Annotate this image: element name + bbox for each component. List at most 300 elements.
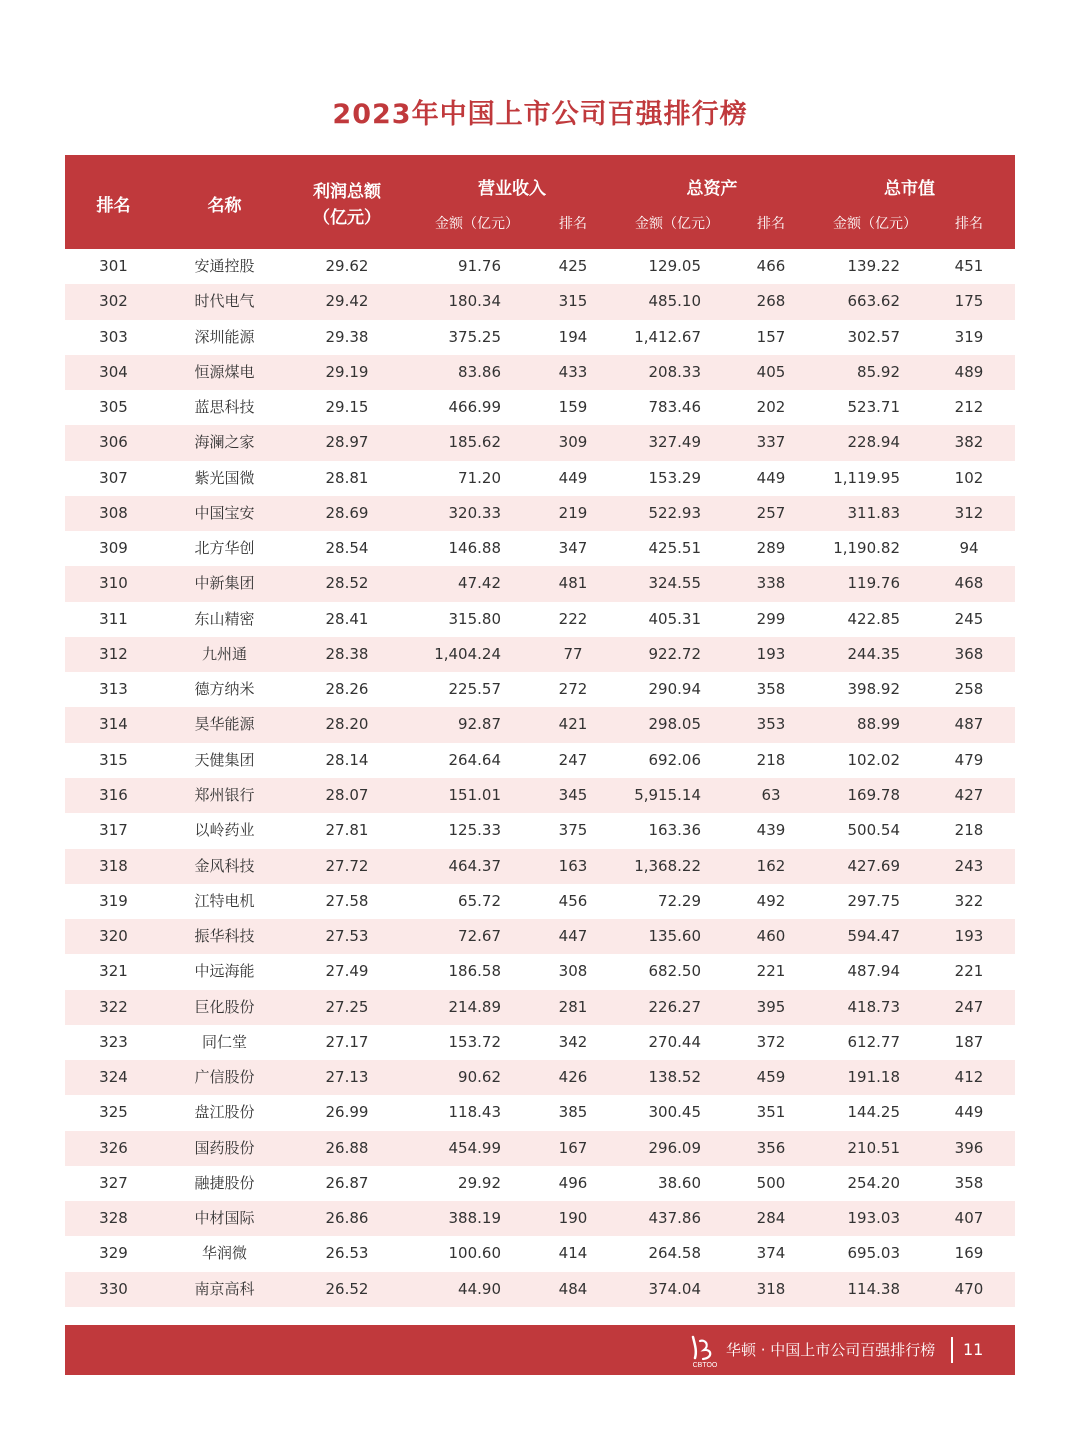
assets-amount-cell: 226.27 — [648, 997, 701, 1016]
rank-cell: 305 — [99, 398, 128, 417]
assets-rank-cell: 460 — [756, 927, 786, 946]
market-cap-amount-cell: 102.02 — [847, 750, 900, 769]
table-row — [65, 919, 1015, 954]
revenue-amount-cell: 83.86 — [458, 362, 501, 381]
market-cap-amount-cell: 88.99 — [857, 715, 900, 734]
rank-cell: 317 — [99, 821, 128, 840]
profit-cell: 27.72 — [325, 856, 369, 875]
market-cap-amount-cell: 139.22 — [847, 257, 900, 275]
table-row — [65, 1201, 1015, 1236]
rank-cell: 323 — [99, 1032, 128, 1051]
revenue-rank-cell: 449 — [558, 468, 588, 487]
ranking-table-body — [65, 249, 1015, 1307]
revenue-rank-cell: 496 — [558, 1173, 588, 1192]
market-cap-amount-cell: 500.54 — [847, 821, 900, 840]
profit-cell: 26.52 — [325, 1279, 369, 1298]
table-header — [65, 155, 1015, 249]
revenue-amount-cell: 65.72 — [458, 891, 501, 910]
table-row — [65, 990, 1015, 1025]
profit-cell: 27.17 — [325, 1032, 369, 1051]
market-cap-amount-cell: 612.77 — [847, 1032, 900, 1051]
profit-cell: 26.86 — [325, 1209, 369, 1228]
page-title: 2023年中国上市公司百强排行榜 — [332, 99, 748, 130]
revenue-rank-cell: 190 — [558, 1209, 588, 1228]
table-row — [65, 390, 1015, 425]
assets-amount-cell: 922.72 — [648, 644, 701, 663]
rank-cell: 321 — [99, 962, 128, 981]
table-row — [65, 884, 1015, 919]
assets-amount-cell: 682.50 — [648, 962, 701, 981]
revenue-rank-cell: 342 — [558, 1032, 588, 1051]
market-cap-amount-cell: 114.38 — [847, 1279, 900, 1298]
market-cap-amount-cell: 594.47 — [847, 927, 900, 946]
assets-rank-cell: 358 — [756, 680, 786, 699]
revenue-amount-cell: 29.92 — [458, 1173, 501, 1192]
assets-rank-cell: 374 — [756, 1244, 786, 1263]
table-row — [65, 1272, 1015, 1307]
market-cap-rank-cell: 479 — [954, 750, 984, 769]
cbtoo-logo-icon — [685, 1331, 725, 1369]
footer-divider — [951, 1337, 953, 1363]
table-row — [65, 954, 1015, 989]
market-cap-rank-cell: 243 — [954, 856, 984, 875]
rank-cell: 304 — [99, 362, 128, 381]
assets-amount-cell: 290.94 — [648, 680, 701, 699]
header-market-cap-rank: 排名 — [955, 216, 983, 232]
market-cap-rank-cell: 489 — [954, 362, 984, 381]
assets-rank-cell: 257 — [756, 503, 786, 522]
assets-rank-cell: 218 — [756, 750, 786, 769]
profit-cell: 26.99 — [325, 1103, 369, 1122]
market-cap-rank-cell: 319 — [954, 327, 984, 346]
company-name-cell: 以岭药业 — [194, 821, 255, 840]
revenue-amount-cell: 44.90 — [458, 1279, 501, 1298]
rank-cell: 308 — [99, 503, 128, 522]
rank-cell: 326 — [99, 1138, 128, 1157]
assets-rank-cell: 395 — [756, 997, 786, 1016]
profit-cell: 26.88 — [325, 1138, 369, 1157]
assets-rank-cell: 353 — [756, 715, 786, 734]
rank-cell: 327 — [99, 1173, 128, 1192]
profit-cell: 28.52 — [325, 574, 369, 593]
market-cap-amount-cell: 398.92 — [847, 680, 900, 699]
revenue-rank-cell: 481 — [558, 574, 588, 593]
revenue-rank-cell: 347 — [558, 539, 588, 558]
profit-cell: 28.54 — [325, 539, 369, 558]
revenue-rank-cell: 167 — [558, 1138, 588, 1157]
page-footer — [65, 1325, 1015, 1375]
logo-text: CBTOO — [692, 1362, 718, 1369]
assets-amount-cell: 522.93 — [648, 503, 701, 522]
market-cap-amount-cell: 144.25 — [847, 1103, 900, 1122]
table-row — [65, 637, 1015, 672]
market-cap-rank-cell: 175 — [954, 292, 984, 311]
company-name-cell: 蓝思科技 — [194, 398, 255, 417]
market-cap-rank-cell: 322 — [954, 891, 984, 910]
market-cap-rank-cell: 247 — [954, 997, 984, 1016]
profit-cell: 29.42 — [325, 292, 369, 311]
assets-amount-cell: 72.29 — [658, 891, 701, 910]
market-cap-rank-cell: 368 — [954, 644, 984, 663]
revenue-amount-cell: 71.20 — [458, 468, 501, 487]
market-cap-amount-cell: 210.51 — [847, 1138, 900, 1157]
profit-cell: 28.20 — [325, 715, 369, 734]
profit-cell: 28.07 — [325, 785, 369, 804]
revenue-amount-cell: 90.62 — [458, 1068, 501, 1087]
rank-cell: 313 — [99, 680, 128, 699]
assets-amount-cell: 135.60 — [648, 927, 701, 946]
rank-cell: 312 — [99, 644, 128, 663]
assets-amount-cell: 153.29 — [648, 468, 701, 487]
revenue-rank-cell: 219 — [558, 503, 588, 522]
market-cap-amount-cell: 297.75 — [847, 891, 900, 910]
assets-amount-cell: 163.36 — [648, 821, 701, 840]
page-number: 11 — [963, 1340, 984, 1359]
market-cap-amount-cell: 422.85 — [847, 609, 900, 628]
revenue-amount-cell: 118.43 — [448, 1103, 501, 1122]
revenue-amount-cell: 315.80 — [448, 609, 501, 628]
table-row — [65, 1131, 1015, 1166]
profit-cell: 27.49 — [325, 962, 369, 981]
header-revenue: 营业收入 — [478, 179, 546, 199]
revenue-rank-cell: 194 — [558, 327, 588, 346]
market-cap-amount-cell: 1,119.95 — [833, 468, 900, 487]
revenue-amount-cell: 125.33 — [448, 821, 501, 840]
rank-cell: 328 — [99, 1209, 128, 1228]
revenue-amount-cell: 47.42 — [458, 574, 501, 593]
market-cap-rank-cell: 187 — [954, 1032, 984, 1051]
assets-amount-cell: 783.46 — [648, 398, 701, 417]
assets-amount-cell: 1,368.22 — [634, 856, 701, 875]
revenue-rank-cell: 222 — [558, 609, 588, 628]
revenue-rank-cell: 345 — [558, 785, 588, 804]
market-cap-amount-cell: 427.69 — [847, 856, 900, 875]
market-cap-amount-cell: 85.92 — [857, 362, 900, 381]
revenue-amount-cell: 186.58 — [448, 962, 501, 981]
header-assets-amount: 金额（亿元） — [635, 216, 719, 232]
company-name-cell: 郑州银行 — [194, 785, 255, 804]
company-name-cell: 同仁堂 — [201, 1032, 247, 1051]
company-name-cell: 巨化股份 — [194, 997, 255, 1016]
market-cap-rank-cell: 102 — [954, 468, 984, 487]
assets-rank-cell: 284 — [756, 1209, 786, 1228]
assets-amount-cell: 405.31 — [648, 609, 701, 628]
market-cap-amount-cell: 254.20 — [847, 1173, 900, 1192]
assets-amount-cell: 296.09 — [648, 1138, 701, 1157]
revenue-amount-cell: 375.25 — [448, 327, 501, 346]
market-cap-amount-cell: 119.76 — [847, 574, 900, 593]
market-cap-amount-cell: 418.73 — [847, 997, 900, 1016]
assets-rank-cell: 439 — [756, 821, 786, 840]
market-cap-rank-cell: 449 — [954, 1103, 984, 1122]
market-cap-rank-cell: 245 — [954, 609, 984, 628]
market-cap-amount-cell: 193.03 — [847, 1209, 900, 1228]
header-revenue-amount: 金额（亿元） — [435, 216, 519, 232]
revenue-amount-cell: 388.19 — [448, 1209, 501, 1228]
table-row — [65, 461, 1015, 496]
rank-cell: 310 — [99, 574, 128, 593]
assets-rank-cell: 162 — [756, 856, 786, 875]
market-cap-amount-cell: 191.18 — [847, 1068, 900, 1087]
table-row — [65, 284, 1015, 319]
header-profit-line1: 利润总额 — [313, 182, 381, 202]
profit-cell: 29.62 — [325, 257, 369, 275]
profit-cell: 29.15 — [325, 398, 369, 417]
revenue-amount-cell: 225.57 — [448, 680, 501, 699]
revenue-rank-cell: 309 — [558, 433, 588, 452]
revenue-amount-cell: 464.37 — [448, 856, 501, 875]
company-name-cell: 恒源煤电 — [194, 362, 255, 381]
profit-cell: 28.81 — [325, 468, 369, 487]
revenue-amount-cell: 454.99 — [448, 1138, 501, 1157]
company-name-cell: 安通控股 — [194, 257, 255, 275]
market-cap-amount-cell: 695.03 — [847, 1244, 900, 1263]
assets-amount-cell: 485.10 — [648, 292, 701, 311]
table-row — [65, 355, 1015, 390]
profit-cell: 28.26 — [325, 680, 369, 699]
market-cap-rank-cell: 396 — [954, 1138, 984, 1157]
profit-cell: 27.13 — [325, 1068, 369, 1087]
company-name-cell: 天健集团 — [194, 750, 255, 769]
revenue-amount-cell: 151.01 — [448, 785, 501, 804]
header-market-cap-amount: 金额（亿元） — [833, 216, 917, 232]
company-name-cell: 华润微 — [201, 1244, 247, 1263]
revenue-rank-cell: 375 — [558, 821, 588, 840]
company-name-cell: 德方纳米 — [194, 680, 255, 699]
assets-amount-cell: 300.45 — [648, 1103, 701, 1122]
rank-cell: 307 — [99, 468, 128, 487]
company-name-cell: 九州通 — [201, 644, 247, 663]
market-cap-amount-cell: 228.94 — [847, 433, 900, 452]
company-name-cell: 深圳能源 — [194, 327, 255, 346]
revenue-amount-cell: 214.89 — [448, 997, 501, 1016]
assets-rank-cell: 338 — [756, 574, 786, 593]
company-name-cell: 盘江股份 — [194, 1103, 255, 1122]
table-row — [65, 813, 1015, 848]
market-cap-amount-cell: 487.94 — [847, 962, 900, 981]
assets-rank-cell: 221 — [756, 962, 786, 981]
revenue-amount-cell: 100.60 — [448, 1244, 501, 1263]
company-name-cell: 广信股份 — [194, 1068, 255, 1087]
company-name-cell: 融捷股份 — [194, 1173, 255, 1192]
company-name-cell: 紫光国微 — [194, 468, 255, 487]
revenue-rank-cell: 77 — [563, 644, 583, 663]
company-name-cell: 中材国际 — [194, 1209, 255, 1228]
market-cap-amount-cell: 1,190.82 — [833, 539, 900, 558]
table-row — [65, 1095, 1015, 1130]
table-row — [65, 778, 1015, 813]
revenue-amount-cell: 264.64 — [448, 750, 501, 769]
assets-amount-cell: 129.05 — [648, 257, 701, 275]
rank-cell: 306 — [99, 433, 128, 452]
header-name: 名称 — [207, 196, 242, 216]
revenue-rank-cell: 281 — [558, 997, 588, 1016]
revenue-rank-cell: 308 — [558, 962, 588, 981]
profit-cell: 28.38 — [325, 644, 369, 663]
revenue-amount-cell: 91.76 — [458, 257, 501, 275]
revenue-rank-cell: 159 — [558, 398, 588, 417]
header-assets-rank: 排名 — [757, 216, 785, 232]
revenue-rank-cell: 447 — [558, 927, 588, 946]
profit-cell: 28.14 — [325, 750, 369, 769]
revenue-rank-cell: 163 — [558, 856, 588, 875]
profit-cell: 28.41 — [325, 609, 369, 628]
table-row — [65, 743, 1015, 778]
rank-cell: 309 — [99, 539, 128, 558]
market-cap-rank-cell: 169 — [954, 1244, 984, 1263]
assets-rank-cell: 405 — [756, 362, 786, 381]
revenue-rank-cell: 272 — [558, 680, 588, 699]
table-row — [65, 566, 1015, 601]
market-cap-rank-cell: 312 — [954, 503, 984, 522]
revenue-rank-cell: 315 — [558, 292, 588, 311]
assets-rank-cell: 63 — [761, 785, 781, 804]
header-revenue-rank: 排名 — [559, 216, 587, 232]
rank-cell: 322 — [99, 997, 128, 1016]
assets-amount-cell: 692.06 — [648, 750, 701, 769]
rank-cell: 303 — [99, 327, 128, 346]
assets-rank-cell: 299 — [756, 609, 786, 628]
market-cap-amount-cell: 663.62 — [847, 292, 900, 311]
assets-rank-cell: 356 — [756, 1138, 786, 1157]
assets-rank-cell: 202 — [756, 398, 786, 417]
assets-rank-cell: 289 — [756, 539, 786, 558]
market-cap-amount-cell: 523.71 — [847, 398, 900, 417]
table-row — [65, 320, 1015, 355]
company-name-cell: 海澜之家 — [194, 433, 255, 452]
table-row — [65, 249, 1015, 284]
table-row — [65, 707, 1015, 742]
revenue-rank-cell: 426 — [558, 1068, 588, 1087]
revenue-rank-cell: 425 — [558, 257, 588, 275]
header-profit — [287, 179, 407, 231]
assets-amount-cell: 437.86 — [648, 1209, 701, 1228]
assets-amount-cell: 324.55 — [648, 574, 701, 593]
profit-cell: 27.53 — [325, 927, 369, 946]
assets-amount-cell: 374.04 — [648, 1279, 701, 1298]
revenue-amount-cell: 146.88 — [448, 539, 501, 558]
rank-cell: 319 — [99, 891, 128, 910]
rank-cell: 329 — [99, 1244, 128, 1263]
market-cap-rank-cell: 470 — [954, 1279, 984, 1298]
header-profit-line2: （亿元） — [313, 208, 381, 228]
market-cap-rank-cell: 487 — [954, 715, 984, 734]
assets-amount-cell: 1,412.67 — [634, 327, 701, 346]
rank-cell: 301 — [99, 257, 128, 275]
assets-rank-cell: 318 — [756, 1279, 786, 1298]
market-cap-amount-cell: 311.83 — [847, 503, 900, 522]
company-name-cell: 国药股份 — [194, 1138, 255, 1157]
rank-cell: 320 — [99, 927, 128, 946]
assets-rank-cell: 157 — [756, 327, 786, 346]
revenue-amount-cell: 320.33 — [448, 503, 501, 522]
revenue-amount-cell: 180.34 — [448, 292, 501, 311]
table-row — [65, 1025, 1015, 1060]
assets-amount-cell: 38.60 — [658, 1173, 701, 1192]
assets-amount-cell: 270.44 — [648, 1032, 701, 1051]
company-name-cell: 中远海能 — [194, 962, 255, 981]
assets-rank-cell: 193 — [756, 644, 786, 663]
company-name-cell: 江特电机 — [194, 891, 255, 910]
profit-cell: 27.81 — [325, 821, 369, 840]
revenue-rank-cell: 484 — [558, 1279, 588, 1298]
table-row — [65, 849, 1015, 884]
revenue-rank-cell: 414 — [558, 1244, 588, 1263]
rank-cell: 325 — [99, 1103, 128, 1122]
profit-cell: 29.38 — [325, 327, 369, 346]
header-assets: 总资产 — [686, 179, 738, 199]
table-row — [65, 531, 1015, 566]
revenue-amount-cell: 1,404.24 — [434, 644, 501, 663]
table-row — [65, 425, 1015, 460]
footer-brand: 华顿 · 中国上市公司百强排行榜 — [726, 1341, 936, 1359]
profit-cell: 28.97 — [325, 433, 369, 452]
company-name-cell: 昊华能源 — [194, 715, 255, 734]
market-cap-rank-cell: 221 — [954, 962, 984, 981]
market-cap-rank-cell: 94 — [959, 539, 979, 558]
company-name-cell: 北方华创 — [194, 539, 255, 558]
rank-cell: 311 — [99, 609, 128, 628]
assets-amount-cell: 327.49 — [648, 433, 701, 452]
company-name-cell: 中新集团 — [194, 574, 255, 593]
revenue-amount-cell: 153.72 — [448, 1032, 501, 1051]
rank-cell: 330 — [99, 1279, 128, 1298]
rank-cell: 324 — [99, 1068, 128, 1087]
table-row — [65, 672, 1015, 707]
assets-amount-cell: 208.33 — [648, 362, 701, 381]
header-market-cap: 总市值 — [884, 179, 935, 199]
market-cap-rank-cell: 451 — [954, 257, 984, 275]
rank-cell: 316 — [99, 785, 128, 804]
rank-cell: 302 — [99, 292, 128, 311]
company-name-cell: 东山精密 — [194, 609, 255, 628]
revenue-amount-cell: 92.87 — [458, 715, 501, 734]
table-row — [65, 1060, 1015, 1095]
header-rank: 排名 — [96, 196, 131, 216]
assets-rank-cell: 500 — [756, 1173, 786, 1192]
table-row — [65, 1236, 1015, 1271]
revenue-rank-cell: 421 — [558, 715, 588, 734]
revenue-rank-cell: 456 — [558, 891, 588, 910]
profit-cell: 28.69 — [325, 503, 369, 522]
table-row — [65, 496, 1015, 531]
market-cap-rank-cell: 212 — [954, 398, 984, 417]
assets-amount-cell: 5,915.14 — [634, 785, 701, 804]
assets-rank-cell: 337 — [756, 433, 786, 452]
company-name-cell: 振华科技 — [194, 927, 255, 946]
revenue-rank-cell: 385 — [558, 1103, 588, 1122]
market-cap-rank-cell: 358 — [954, 1173, 984, 1192]
market-cap-rank-cell: 468 — [954, 574, 984, 593]
market-cap-amount-cell: 169.78 — [847, 785, 900, 804]
market-cap-rank-cell: 218 — [954, 821, 984, 840]
table-row — [65, 602, 1015, 637]
rank-cell: 318 — [99, 856, 128, 875]
profit-cell: 29.19 — [325, 362, 369, 381]
market-cap-amount-cell: 244.35 — [847, 644, 900, 663]
table-row — [65, 1166, 1015, 1201]
company-name-cell: 时代电气 — [194, 292, 255, 311]
assets-rank-cell: 351 — [756, 1103, 786, 1122]
revenue-amount-cell: 466.99 — [448, 398, 501, 417]
market-cap-rank-cell: 427 — [954, 785, 984, 804]
revenue-rank-cell: 433 — [558, 362, 588, 381]
rank-cell: 315 — [99, 750, 128, 769]
assets-rank-cell: 492 — [756, 891, 786, 910]
assets-amount-cell: 298.05 — [648, 715, 701, 734]
assets-rank-cell: 268 — [756, 292, 786, 311]
revenue-rank-cell: 247 — [558, 750, 588, 769]
